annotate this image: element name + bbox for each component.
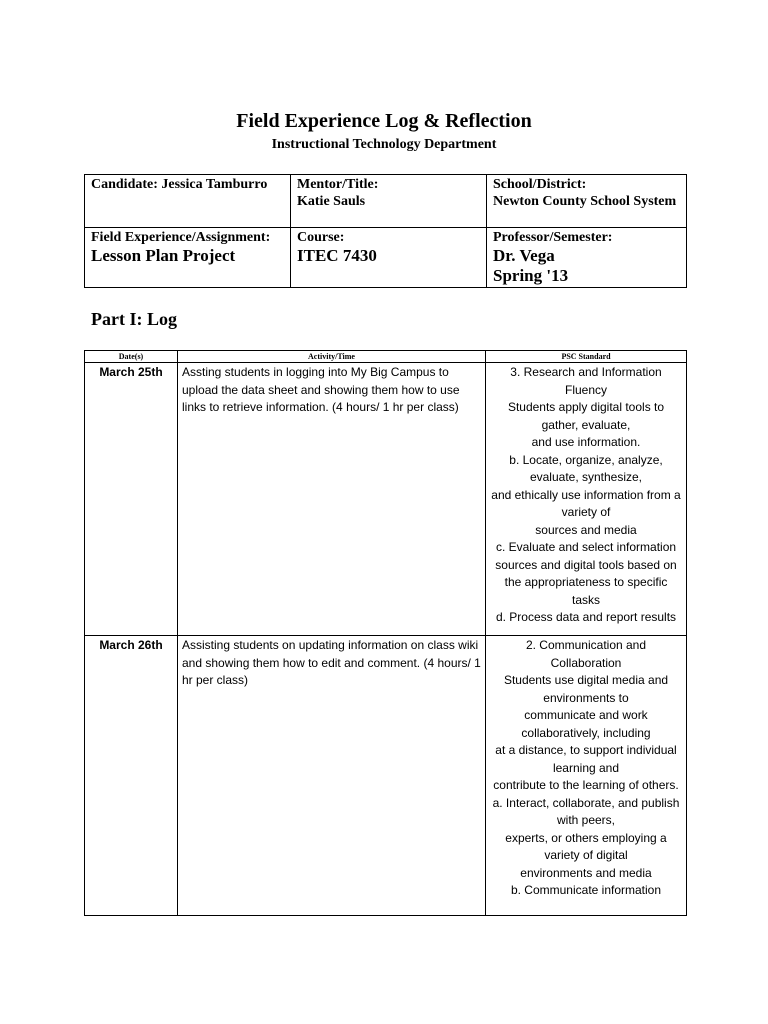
standard-line: and use information.: [531, 435, 641, 449]
standard-line: sources and media: [535, 522, 637, 537]
mentor-label: Mentor/Title:: [297, 177, 379, 192]
column-header-dates: Date(s): [85, 351, 178, 363]
standard-line: Students use digital media and environments to: [503, 673, 669, 705]
column-header-activity: Activity/Time: [178, 351, 486, 363]
school-cell: [487, 175, 687, 228]
standard-line: d. Process data and report results: [495, 610, 677, 624]
info-row: [85, 175, 687, 228]
school-label: School/District:: [493, 177, 587, 192]
document-subtitle: Instructional Technology Department: [271, 137, 497, 152]
standard-line: b. Communicate information: [510, 883, 662, 897]
school-name: Newton County School System: [493, 194, 677, 209]
log-date: March 26th: [85, 636, 178, 916]
standard-line: c. Evaluate and select information sources and digital tools based on the appropriateness to specific tasks: [495, 540, 677, 607]
log-date: March 25th: [85, 363, 178, 636]
standard-line: and ethically use information from a variety of: [491, 487, 681, 519]
log-activity: Assisting students on updating information on class wiki and showing them how to edit and comment. (4 hours/ 1 hr per class): [178, 636, 486, 916]
info-row: [85, 228, 687, 288]
log-activity: Assting students in logging into My Big Campus to upload the data sheet and showing them how to use links to retrieve information. (4 hours/ 1 hr per class): [178, 363, 486, 636]
log-standard: [486, 363, 687, 636]
standard-line: environments and media: [520, 865, 652, 880]
table-row: [85, 636, 687, 916]
semester-value: Spring '13: [493, 266, 569, 285]
professor-cell: [487, 228, 687, 288]
field-value: Lesson Plan Project: [91, 246, 236, 265]
document-title: Field Experience Log & Reflection: [236, 110, 532, 132]
standard-line: Students apply digital tools to gather, evaluate,: [507, 400, 665, 432]
table-row: [85, 363, 687, 636]
field-label: Field Experience/Assignment:: [91, 230, 271, 245]
field-cell: [85, 228, 291, 288]
log-standard: [486, 636, 687, 916]
course-value: ITEC 7430: [297, 246, 377, 265]
column-header-standard: PSC Standard: [486, 351, 687, 363]
mentor-name: Katie Sauls: [297, 194, 366, 209]
standard-line: experts, or others employing a variety of digital: [505, 830, 667, 862]
standard-line: 3. Research and Information Fluency: [510, 365, 662, 397]
candidate-text: Candidate: Jessica Tamburro: [91, 177, 268, 192]
professor-value: Dr. Vega: [493, 246, 555, 265]
standard-line: communicate and work collaboratively, including: [521, 708, 651, 740]
standard-line: 2. Communication and Collaboration: [525, 638, 647, 670]
standard-line: b. Locate, organize, analyze, evaluate, synthesize,: [509, 452, 663, 484]
course-label: Course:: [297, 230, 345, 245]
candidate-cell: [85, 175, 291, 228]
course-cell: [291, 228, 487, 288]
info-table: [84, 174, 687, 288]
standard-line: contribute to the learning of others.: [493, 778, 679, 792]
mentor-cell: [291, 175, 487, 228]
log-header-row: [85, 351, 687, 363]
log-table: [84, 350, 687, 916]
part-heading: Part I: Log: [91, 309, 177, 329]
standard-line: a. Interact, collaborate, and publish with peers,: [492, 795, 680, 827]
professor-label: Professor/Semester:: [493, 230, 613, 245]
standard-line: at a distance, to support individual learning and: [495, 743, 677, 775]
